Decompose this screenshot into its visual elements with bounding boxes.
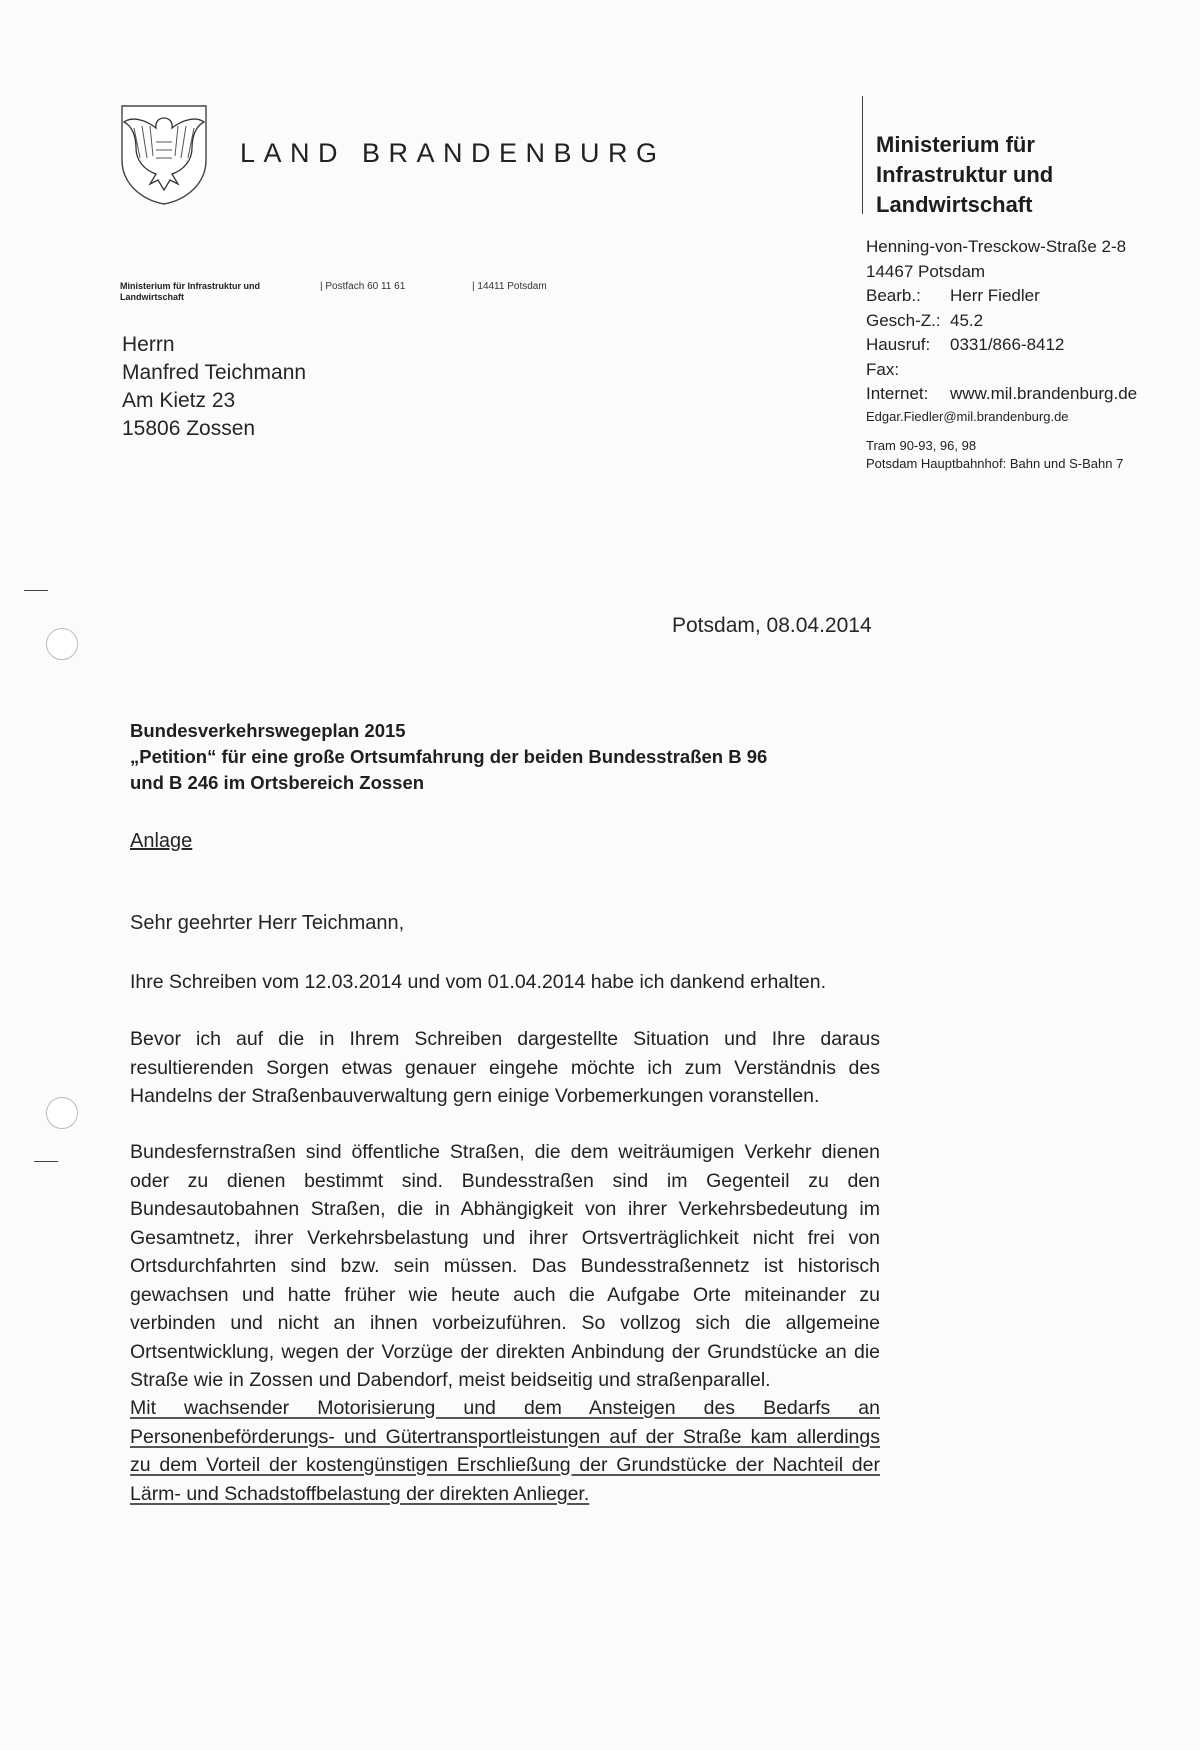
- hausruf-value: 0331/866-8412: [950, 335, 1065, 354]
- return-address-plz-ort: | 14411 Potsdam: [472, 281, 547, 292]
- recipient-salutation: Herrn: [122, 333, 175, 356]
- contact-gesch: [866, 309, 1137, 334]
- bearb-value: Herr Fiedler: [950, 286, 1040, 305]
- contact-bearb: [866, 284, 1137, 309]
- gesch-value: 45.2: [950, 310, 984, 330]
- body-paragraph: Bevor ich auf die in Ihrem Schreiben dargestellte Situation und Ihre daraus resultierenden Sorgen etwas genauer eingehe möchte ich zum Verständnis des Handelns der Straßenbauverwaltung gern einige Vorbemerkungen voranstellen.: [130, 1028, 880, 1107]
- subject-line: und B 246 im Ortsbereich Zossen: [130, 772, 425, 793]
- greeting: Sehr geehrter Herr Teichmann,: [130, 912, 405, 934]
- recipient-address: [122, 331, 306, 443]
- fax-label: Fax:: [866, 359, 900, 379]
- contact-hausruf: [866, 333, 1137, 358]
- ministry-line: Ministerium für: [876, 132, 1035, 157]
- brandenburg-eagle-crest-icon: [118, 102, 210, 206]
- contact-block: [866, 235, 1137, 473]
- ministry-name: [876, 130, 1053, 220]
- return-address-postfach: | Postfach 60 11 61: [320, 281, 406, 292]
- subject-line: Bundesverkehrswegeplan 2015: [130, 720, 406, 741]
- fold-mark: [34, 1161, 58, 1162]
- bearb-label: Bearb.:: [866, 286, 921, 305]
- recipient-city: 15806 Zossen: [122, 417, 256, 440]
- website-link[interactable]: www.mil.brandenburg.de: [950, 384, 1138, 403]
- fold-mark: [24, 590, 48, 591]
- station-info: Potsdam Hauptbahnhof: Bahn und S-Bahn 7: [866, 455, 1124, 471]
- sender-line: Landwirtschaft: [120, 292, 185, 302]
- body-paragraph: Ihre Schreiben vom 12.03.2014 und vom 01.04.2014 habe ich dankend erhalten.: [130, 971, 827, 993]
- subject-line: „Petition“ für eine große Ortsumfahrung der beiden Bundesstraßen B 96: [130, 746, 768, 767]
- gesch-label: Gesch-Z.:: [866, 310, 941, 330]
- subject-block: [130, 718, 767, 796]
- recipient-street: Am Kietz 23: [122, 389, 236, 412]
- date-line: Potsdam, 08.04.2014: [672, 614, 872, 637]
- email-link[interactable]: Edgar.Fiedler@mil.brandenburg.de: [866, 408, 1069, 424]
- punch-hole: [46, 1097, 78, 1129]
- attachment-label: Anlage: [130, 830, 193, 852]
- punch-hole: [46, 628, 78, 660]
- letterhead-divider: [862, 96, 863, 214]
- sender-line: Ministerium für Infrastruktur und: [120, 281, 261, 291]
- contact-street: Henning-von-Tresckow-Straße 2-8: [866, 237, 1127, 256]
- hausruf-label: Hausruf:: [866, 335, 931, 354]
- internet-label: Internet:: [866, 384, 929, 403]
- body-paragraph: Bundesfernstraßen sind öffentliche Straßen, die dem weiträumigen Verkehr dienen oder zu dienen bestimmt sind. Bundesstraßen sind im Gegenteil zu den Bundesautobahnen Straßen, die in Abhängigkeit von ihrer Verkehrsbedeutung im Gesamtnetz, ihrer Verkehrsbelastung und ihrer Ortsverträglichkeit nicht frei von Ortsdurchfahrten sind bzw. sein müssen. Das Bundesstraßennetz ist historisch gewachsen und hatte früher wie heute auch die Aufgabe Orte miteinander zu verbinden und nicht an ihnen vorbeizuführen. So vollzog sich die allgemeine Ortsentwicklung, wegen der Vorzüge der direkten Anbindung der Grundstücke an die Straße wie in Zossen und Dabendorf, meist beidseitig und straßenparallel.: [130, 1141, 880, 1391]
- body-paragraph-underlined: Mit wachsender Motorisierung und dem Ansteigen des Bedarfs an Personenbeförderungs- und Gütertransportleistungen auf der Straße kam allerdings zu dem Vorteil der kostengünstigen Erschließung der Grundstücke der Nachteil der Lärm- und Schadstoffbelastung der direkten Anlieger.: [130, 1397, 880, 1505]
- ministry-line: Landwirtschaft: [876, 192, 1033, 217]
- contact-city: 14467 Potsdam: [866, 261, 986, 281]
- contact-fax: [866, 358, 1137, 383]
- recipient-name: Manfred Teichmann: [122, 361, 307, 384]
- contact-internet: [866, 382, 1137, 407]
- ministry-line: Infrastruktur und: [876, 162, 1054, 187]
- tram-info: Tram 90-93, 96, 98: [866, 437, 977, 453]
- state-name: LAND BRANDENBURG: [240, 138, 666, 168]
- return-address-sender: [120, 281, 260, 303]
